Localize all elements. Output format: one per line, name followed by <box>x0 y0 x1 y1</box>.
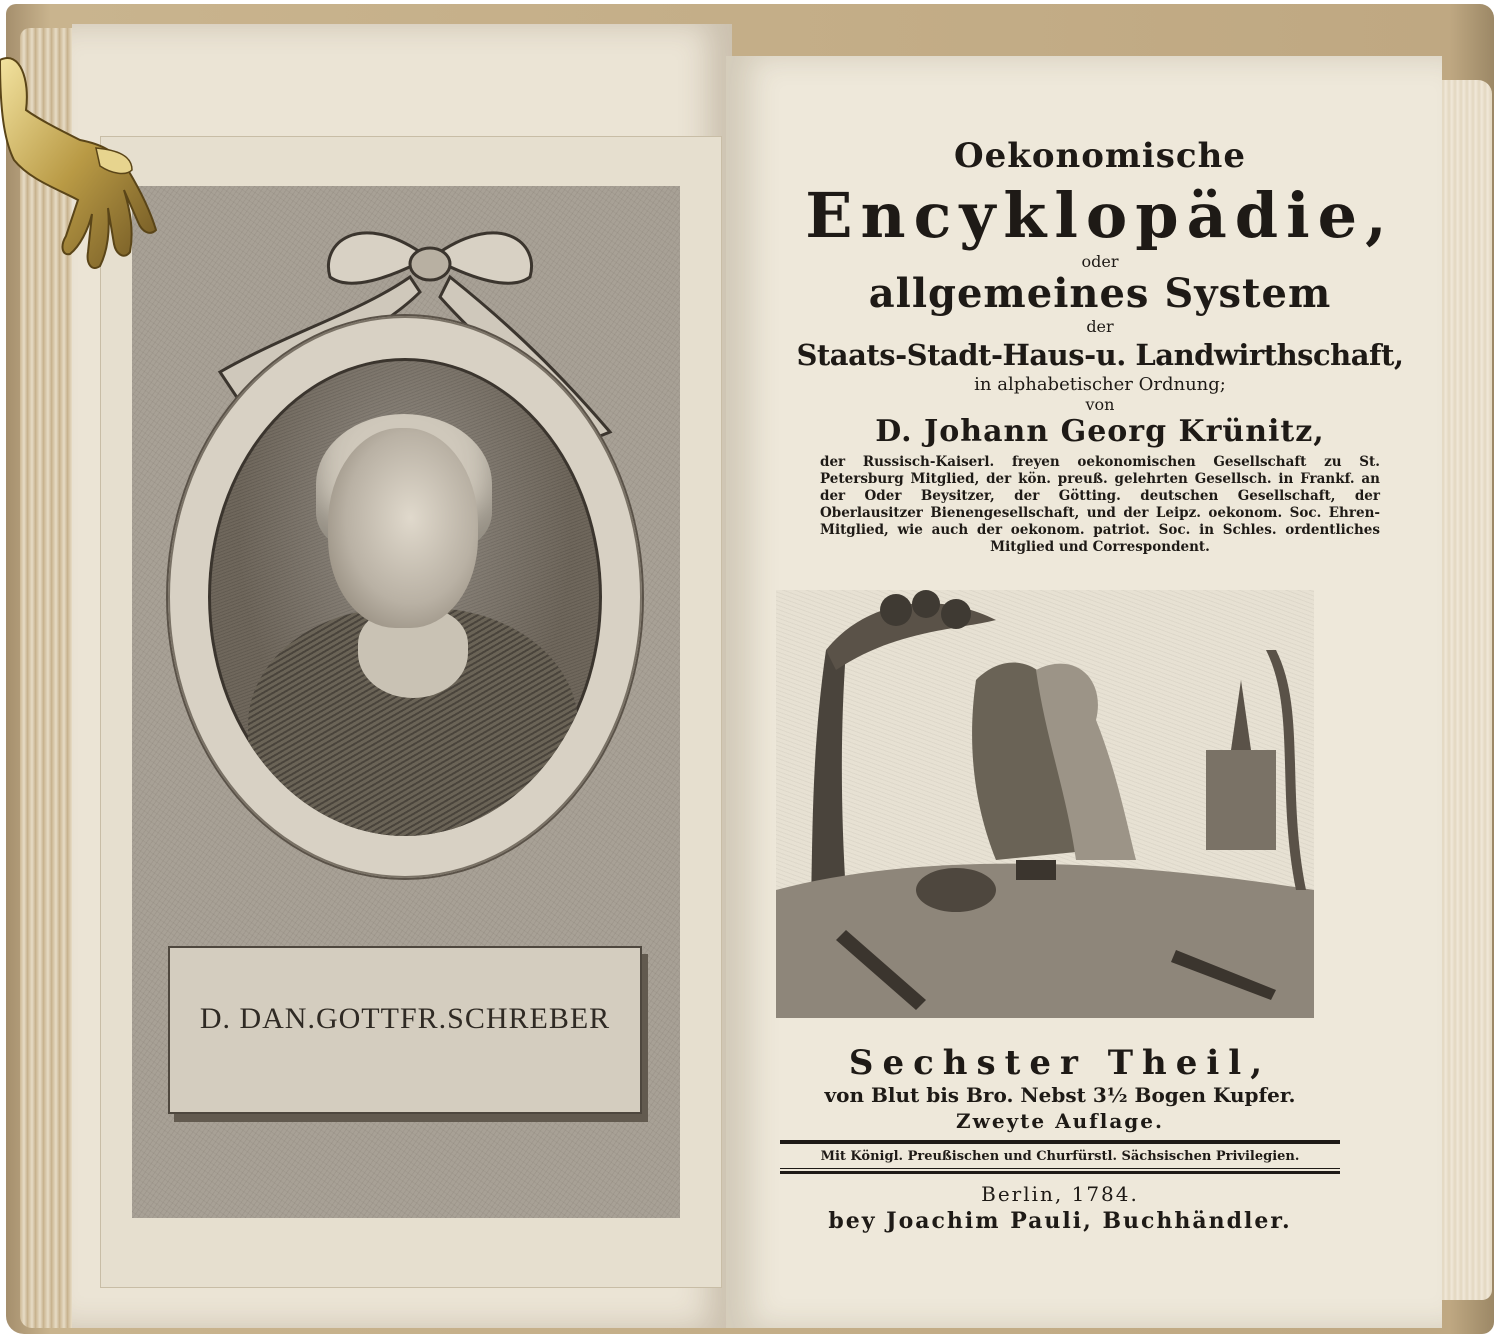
title-line-2: Encyklopädie, <box>805 179 1395 252</box>
publisher: bey Joachim Pauli, Buchhändler. <box>828 1208 1292 1234</box>
privilege-line: Mit Königl. Preußischen und Churfürstl. Sächsischen Privilegien. <box>820 1149 1300 1164</box>
nameplate-text: D. DAN.GOTTFR.SCHREBER <box>199 1002 611 1035</box>
volume-range: von Blut bis Bro. Nebst 3½ Bogen Kupfer. <box>824 1083 1296 1107</box>
title-line-3: allgemeines System <box>868 270 1332 317</box>
author-name: D. Johann Georg Krünitz, <box>875 414 1325 449</box>
title-line-4: Staats-Stadt-Haus-u. Landwirthschaft, <box>796 338 1404 372</box>
rule-top <box>780 1140 1340 1144</box>
rule-bottom <box>780 1171 1340 1174</box>
title-order: in alphabetischer Ordnung; <box>974 374 1226 395</box>
volume-title: Sechster Theil, <box>848 1043 1272 1083</box>
title-line-1: Oekonomische <box>954 136 1246 176</box>
title-oder: oder <box>1081 252 1119 271</box>
brass-hand-bookmark <box>0 40 160 280</box>
title-der: der <box>1086 317 1114 336</box>
portrait-face <box>328 428 478 628</box>
rule-middle <box>780 1168 1340 1169</box>
edition: Zweyte Auflage. <box>956 1109 1164 1133</box>
book-page-edges <box>1440 80 1492 1300</box>
imprint-block <box>780 1044 1340 1236</box>
title-von: von <box>1085 395 1115 414</box>
title-block <box>760 130 1440 556</box>
portrait-nameplate <box>168 946 642 1114</box>
place-year: Berlin, 1784. <box>981 1182 1139 1206</box>
title-vignette-illustration <box>776 590 1314 1018</box>
author-credits: der Russisch-Kaiserl. freyen oekonomischen Gesellschaft zu St. Petersburg Mitglied, der kön. preuß. gelehrten Gesellsch. in Frankf. an der Oder Beysitzer, der Götting. deutschen Gesellschaft, der Oberlausitzer Bienengesellschaft, und der Leipz. oekonom. Soc. Ehren-Mitglied, wie auch der oekonom. patriot. Soc. in Schles. ordentliches Mitglied und Correspondent. <box>820 454 1380 555</box>
portrait-medallion <box>208 358 602 836</box>
